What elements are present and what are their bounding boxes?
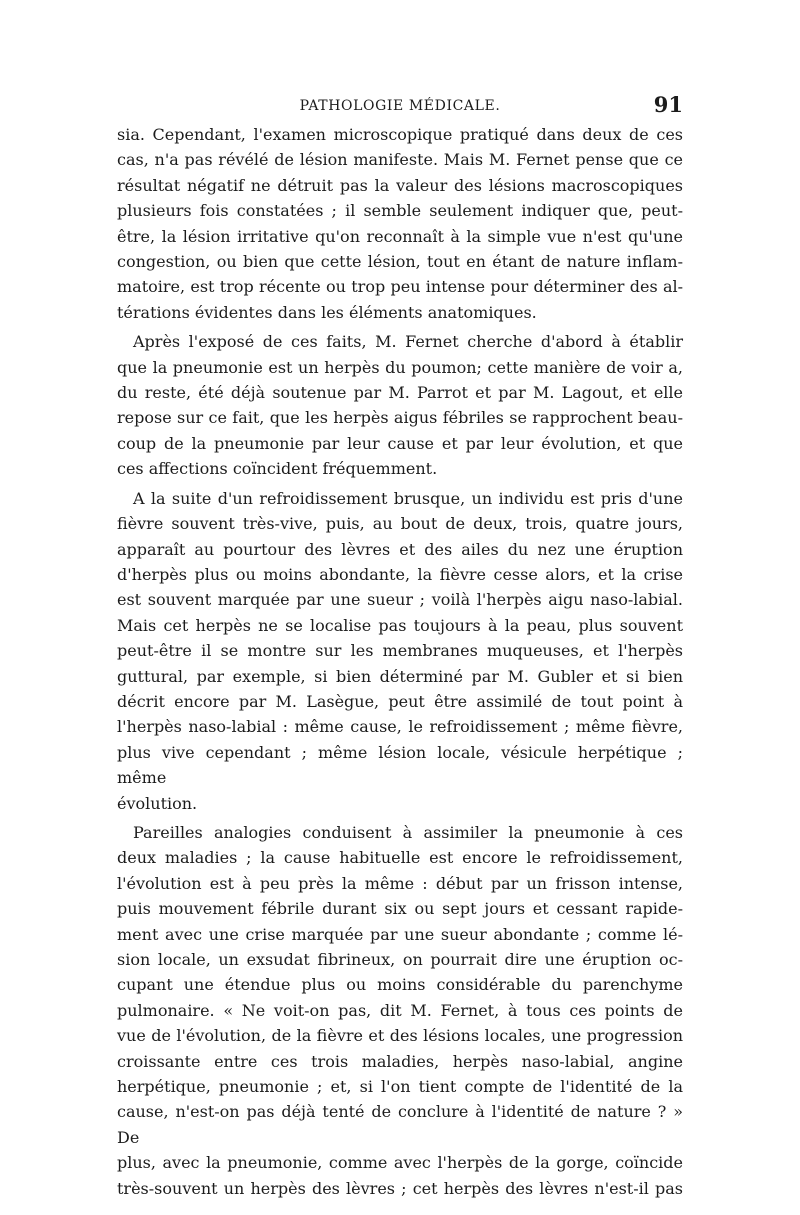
text-line: cupant une étendue plus ou moins considérable du parenchyme — [117, 975, 683, 995]
text-line: évolution. — [117, 793, 198, 813]
text-line: Mais cet herpès ne se localise pas toujours à la peau, plus souvent — [117, 615, 683, 635]
text-line: cause, n'est-on pas déjà tenté de conclure à l'identité de nature ? » De — [117, 1102, 683, 1147]
text-line: Après l'exposé de ces faits, M. Fernet cherche d'abord à établir — [133, 332, 683, 352]
page-number: 91 — [653, 92, 683, 117]
text-line: décrit encore par M. Lasègue, peut être assimilé de tout point à — [117, 691, 683, 711]
text-line: matoire, est trop récente ou trop peu intense pour déterminer des al- — [117, 277, 683, 297]
running-head — [117, 92, 683, 122]
text-line: plus, avec la pneumonie, comme avec l'herpès de la gorge, coïncide — [117, 1153, 683, 1173]
text-line: térations évidentes dans les éléments anatomiques. — [117, 302, 537, 322]
text-line: sia. Cependant, l'examen microscopique pratiqué dans deux de ces — [117, 125, 683, 144]
text-line: cas, n'a pas révélé de lésion manifeste. Mais M. Fernet pense que ce — [117, 150, 683, 170]
body-text — [117, 122, 683, 1201]
text-line: résultat négatif ne détruit pas la valeur des lésions macroscopiques — [117, 175, 683, 195]
text-line: A la suite d'un refroidissement brusque, un individu est pris d'une — [133, 488, 683, 508]
text-line: que la pneumonie est un herpès du poumon; cette manière de voir a, — [117, 357, 683, 377]
text-line: apparaît au pourtour des lèvres et des ailes du nez une éruption — [117, 539, 683, 559]
text-line: puis mouvement fébrile durant six ou sept jours et cessant rapide- — [117, 899, 683, 919]
text-line: coup de la pneumonie par leur cause et par leur évolution, et que — [117, 433, 683, 453]
text-line: pulmonaire. « Ne voit-on pas, dit M. Fernet, à tous ces points de — [117, 1000, 683, 1020]
text-line: ment avec une crise marquée par une sueur abondante ; comme lé- — [117, 924, 683, 944]
text-line: plusieurs fois constatées ; il semble seulement indiquer que, peut- — [117, 201, 683, 221]
text-line: repose sur ce fait, que les herpès aigus fébriles se rapprochent beau- — [117, 408, 683, 428]
text-line: sion locale, un exsudat fibrineux, on pourrait dire une éruption oc- — [117, 950, 683, 969]
text-line: est souvent marquée par une sueur ; voilà l'herpès aigu naso-labial. — [117, 590, 683, 610]
text-line: vue de l'évolution, de la fièvre et des lésions locales, une progression — [117, 1026, 683, 1046]
text-line: plus vive cependant ; même lésion locale, vésicule herpétique ; même — [117, 742, 683, 788]
text-line: Pareilles analogies conduisent à assimiler la pneumonie à ces — [133, 822, 683, 842]
text-line: herpétique, pneumonie ; et, si l'on tient compte de l'identité de la — [117, 1077, 683, 1097]
text-line: peut-être il se montre sur les membranes muqueuses, et l'herpès — [117, 641, 683, 661]
document-page — [117, 92, 683, 1201]
text-line: ces affections coïncident fréquemment. — [117, 459, 438, 479]
text-line: l'herpès naso-labial : même cause, le refroidissement ; même fièvre, — [117, 717, 683, 737]
text-line: être, la lésion irritative qu'on reconnaît à la simple vue n'est qu'une — [117, 226, 683, 246]
running-title: PATHOLOGIE MÉDICALE. — [299, 98, 501, 114]
text-line: guttural, par exemple, si bien déterminé par M. Gubler et si bien — [117, 666, 683, 686]
text-line: deux maladies ; la cause habituelle est encore le refroidissement, — [117, 848, 683, 868]
text-line: l'évolution est à peu près la même : début par un frisson intense, — [117, 873, 683, 893]
text-line: très-souvent un herpès des lèvres ; cet herpès des lèvres n'est-il pas — [117, 1178, 683, 1198]
text-line: du reste, été déjà soutenue par M. Parrot et par M. Lagout, et elle — [117, 383, 683, 403]
text-line: d'herpès plus ou moins abondante, la fièvre cesse alors, et la crise — [117, 564, 683, 584]
text-line: croissante entre ces trois maladies, herpès naso-labial, angine — [117, 1051, 683, 1071]
text-line: congestion, ou bien que cette lésion, tout en étant de nature inflam- — [117, 252, 683, 272]
text-line: fièvre souvent très-vive, puis, au bout de deux, trois, quatre jours, — [117, 514, 683, 534]
